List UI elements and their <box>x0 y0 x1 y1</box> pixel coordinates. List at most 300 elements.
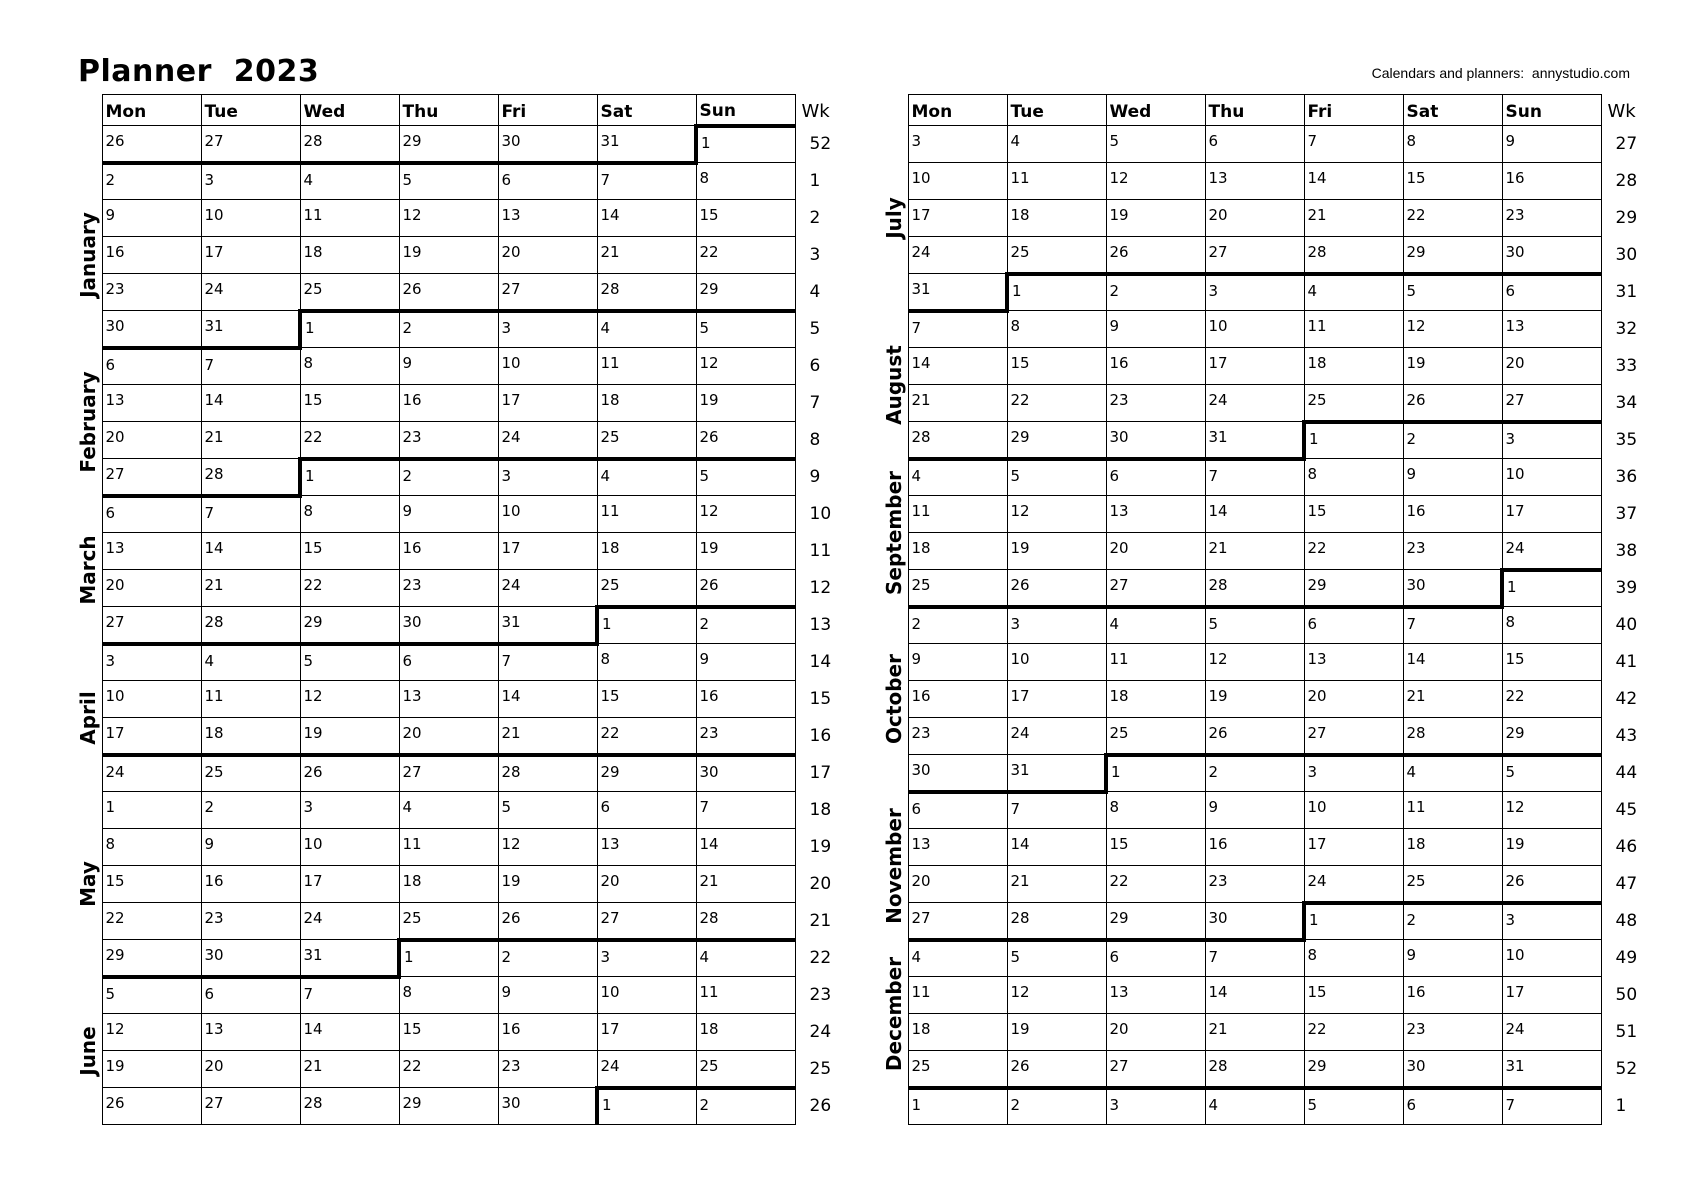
day-cell[interactable]: 13 <box>1304 644 1403 681</box>
day-cell[interactable]: 28 <box>1403 718 1502 755</box>
day-cell[interactable]: 21 <box>597 237 696 274</box>
day-cell[interactable]: 7 <box>1403 607 1502 644</box>
day-cell[interactable]: 21 <box>1304 200 1403 237</box>
day-cell[interactable]: 21 <box>1205 533 1304 570</box>
day-cell[interactable]: 25 <box>908 1051 1007 1088</box>
day-cell[interactable]: 12 <box>102 1014 201 1051</box>
day-cell[interactable]: 7 <box>1304 126 1403 163</box>
day-cell[interactable]: 20 <box>102 570 201 607</box>
day-cell[interactable]: 22 <box>597 718 696 755</box>
day-cell[interactable]: 15 <box>102 866 201 903</box>
day-cell[interactable]: 13 <box>1205 163 1304 200</box>
day-cell[interactable]: 16 <box>102 237 201 274</box>
day-cell[interactable]: 3 <box>1304 755 1403 792</box>
day-cell[interactable]: 17 <box>908 200 1007 237</box>
day-cell[interactable]: 2 <box>1403 422 1502 459</box>
day-cell[interactable]: 14 <box>201 533 300 570</box>
day-cell[interactable]: 2 <box>696 1088 795 1125</box>
day-cell[interactable]: 25 <box>597 422 696 459</box>
day-cell[interactable]: 17 <box>1502 496 1601 533</box>
day-cell[interactable]: 6 <box>597 792 696 829</box>
day-cell[interactable]: 7 <box>696 792 795 829</box>
day-cell[interactable]: 15 <box>1304 496 1403 533</box>
day-cell[interactable]: 15 <box>696 200 795 237</box>
day-cell[interactable]: 28 <box>300 1088 399 1125</box>
day-cell[interactable]: 15 <box>597 681 696 718</box>
day-cell[interactable]: 7 <box>300 977 399 1014</box>
day-cell[interactable]: 19 <box>498 866 597 903</box>
day-cell[interactable]: 26 <box>696 422 795 459</box>
day-cell[interactable]: 27 <box>1502 385 1601 422</box>
day-cell[interactable]: 15 <box>300 385 399 422</box>
day-cell[interactable]: 9 <box>1205 792 1304 829</box>
day-cell[interactable]: 16 <box>1106 348 1205 385</box>
day-cell[interactable]: 27 <box>908 903 1007 940</box>
day-cell[interactable]: 12 <box>1007 496 1106 533</box>
day-cell[interactable]: 17 <box>498 533 597 570</box>
day-cell[interactable]: 25 <box>399 903 498 940</box>
day-cell[interactable]: 2 <box>1106 274 1205 311</box>
day-cell[interactable]: 1 <box>399 940 498 977</box>
day-cell[interactable]: 5 <box>399 163 498 200</box>
day-cell[interactable]: 26 <box>696 570 795 607</box>
day-cell[interactable]: 21 <box>1007 866 1106 903</box>
day-cell[interactable]: 9 <box>1403 459 1502 496</box>
day-cell[interactable]: 24 <box>1502 533 1601 570</box>
day-cell[interactable]: 22 <box>1106 866 1205 903</box>
day-cell[interactable]: 14 <box>1205 977 1304 1014</box>
day-cell[interactable]: 16 <box>908 681 1007 718</box>
day-cell[interactable]: 6 <box>201 977 300 1014</box>
day-cell[interactable]: 27 <box>1106 570 1205 607</box>
day-cell[interactable]: 20 <box>102 422 201 459</box>
day-cell[interactable]: 2 <box>1403 903 1502 940</box>
day-cell[interactable]: 8 <box>102 829 201 866</box>
day-cell[interactable]: 18 <box>201 718 300 755</box>
day-cell[interactable]: 11 <box>908 977 1007 1014</box>
day-cell[interactable]: 3 <box>102 644 201 681</box>
day-cell[interactable]: 15 <box>300 533 399 570</box>
day-cell[interactable]: 14 <box>696 829 795 866</box>
day-cell[interactable]: 6 <box>102 496 201 533</box>
day-cell[interactable]: 1 <box>597 607 696 644</box>
day-cell[interactable]: 12 <box>1007 977 1106 1014</box>
day-cell[interactable]: 22 <box>1403 200 1502 237</box>
day-cell[interactable]: 14 <box>1304 163 1403 200</box>
day-cell[interactable]: 31 <box>1502 1051 1601 1088</box>
day-cell[interactable]: 5 <box>696 311 795 348</box>
day-cell[interactable]: 18 <box>908 1014 1007 1051</box>
day-cell[interactable]: 14 <box>201 385 300 422</box>
day-cell[interactable]: 18 <box>908 533 1007 570</box>
day-cell[interactable]: 1 <box>908 1088 1007 1125</box>
day-cell[interactable]: 15 <box>1502 644 1601 681</box>
day-cell[interactable]: 13 <box>597 829 696 866</box>
day-cell[interactable]: 24 <box>597 1051 696 1088</box>
day-cell[interactable]: 11 <box>399 829 498 866</box>
day-cell[interactable]: 18 <box>696 1014 795 1051</box>
day-cell[interactable]: 13 <box>1502 311 1601 348</box>
credit-link[interactable]: Calendars and planners: annystudio.com <box>1371 65 1630 81</box>
day-cell[interactable]: 26 <box>102 126 201 163</box>
day-cell[interactable]: 5 <box>1304 1088 1403 1125</box>
day-cell[interactable]: 26 <box>498 903 597 940</box>
day-cell[interactable]: 22 <box>300 570 399 607</box>
day-cell[interactable]: 3 <box>1502 903 1601 940</box>
day-cell[interactable]: 24 <box>1205 385 1304 422</box>
day-cell[interactable]: 26 <box>1106 237 1205 274</box>
day-cell[interactable]: 26 <box>1007 570 1106 607</box>
day-cell[interactable]: 13 <box>102 533 201 570</box>
day-cell[interactable]: 6 <box>102 348 201 385</box>
day-cell[interactable]: 11 <box>597 348 696 385</box>
day-cell[interactable]: 2 <box>908 607 1007 644</box>
day-cell[interactable]: 17 <box>1304 829 1403 866</box>
day-cell[interactable]: 6 <box>908 792 1007 829</box>
day-cell[interactable]: 26 <box>1502 866 1601 903</box>
day-cell[interactable]: 26 <box>1205 718 1304 755</box>
day-cell[interactable]: 19 <box>1007 1014 1106 1051</box>
day-cell[interactable]: 16 <box>1502 163 1601 200</box>
day-cell[interactable]: 27 <box>102 459 201 496</box>
day-cell[interactable]: 10 <box>1205 311 1304 348</box>
day-cell[interactable]: 25 <box>201 755 300 792</box>
day-cell[interactable]: 22 <box>102 903 201 940</box>
day-cell[interactable]: 4 <box>1403 755 1502 792</box>
day-cell[interactable]: 30 <box>498 126 597 163</box>
day-cell[interactable]: 21 <box>1205 1014 1304 1051</box>
day-cell[interactable]: 6 <box>1403 1088 1502 1125</box>
day-cell[interactable]: 7 <box>597 163 696 200</box>
day-cell[interactable]: 26 <box>1403 385 1502 422</box>
day-cell[interactable]: 27 <box>498 274 597 311</box>
day-cell[interactable]: 5 <box>1007 940 1106 977</box>
day-cell[interactable]: 16 <box>498 1014 597 1051</box>
day-cell[interactable]: 3 <box>597 940 696 977</box>
day-cell[interactable]: 10 <box>597 977 696 1014</box>
day-cell[interactable]: 14 <box>498 681 597 718</box>
day-cell[interactable]: 22 <box>1304 533 1403 570</box>
day-cell[interactable]: 14 <box>1205 496 1304 533</box>
day-cell[interactable]: 28 <box>300 126 399 163</box>
day-cell[interactable]: 19 <box>1403 348 1502 385</box>
day-cell[interactable]: 12 <box>696 348 795 385</box>
day-cell[interactable]: 27 <box>102 607 201 644</box>
day-cell[interactable]: 4 <box>908 940 1007 977</box>
day-cell[interactable]: 1 <box>1304 422 1403 459</box>
day-cell[interactable]: 8 <box>300 496 399 533</box>
day-cell[interactable]: 16 <box>1403 977 1502 1014</box>
day-cell[interactable]: 22 <box>399 1051 498 1088</box>
day-cell[interactable]: 23 <box>399 570 498 607</box>
day-cell[interactable]: 7 <box>1205 940 1304 977</box>
day-cell[interactable]: 6 <box>1106 459 1205 496</box>
day-cell[interactable]: 3 <box>1205 274 1304 311</box>
day-cell[interactable]: 25 <box>908 570 1007 607</box>
day-cell[interactable]: 5 <box>696 459 795 496</box>
day-cell[interactable]: 27 <box>201 1088 300 1125</box>
day-cell[interactable]: 20 <box>1502 348 1601 385</box>
day-cell[interactable]: 11 <box>597 496 696 533</box>
day-cell[interactable]: 4 <box>399 792 498 829</box>
day-cell[interactable]: 20 <box>399 718 498 755</box>
day-cell[interactable]: 12 <box>300 681 399 718</box>
day-cell[interactable]: 28 <box>201 607 300 644</box>
day-cell[interactable]: 13 <box>908 829 1007 866</box>
day-cell[interactable]: 18 <box>300 237 399 274</box>
day-cell[interactable]: 2 <box>696 607 795 644</box>
day-cell[interactable]: 18 <box>399 866 498 903</box>
day-cell[interactable]: 7 <box>201 496 300 533</box>
day-cell[interactable]: 13 <box>102 385 201 422</box>
day-cell[interactable]: 13 <box>201 1014 300 1051</box>
day-cell[interactable]: 16 <box>201 866 300 903</box>
day-cell[interactable]: 24 <box>1502 1014 1601 1051</box>
day-cell[interactable]: 8 <box>300 348 399 385</box>
day-cell[interactable]: 24 <box>1007 718 1106 755</box>
day-cell[interactable]: 23 <box>201 903 300 940</box>
day-cell[interactable]: 28 <box>201 459 300 496</box>
day-cell[interactable]: 18 <box>1106 681 1205 718</box>
day-cell[interactable]: 3 <box>1502 422 1601 459</box>
day-cell[interactable]: 17 <box>498 385 597 422</box>
day-cell[interactable]: 9 <box>1502 126 1601 163</box>
day-cell[interactable]: 12 <box>1205 644 1304 681</box>
day-cell[interactable]: 22 <box>696 237 795 274</box>
day-cell[interactable]: 7 <box>201 348 300 385</box>
day-cell[interactable]: 5 <box>1205 607 1304 644</box>
day-cell[interactable]: 6 <box>498 163 597 200</box>
day-cell[interactable]: 27 <box>399 755 498 792</box>
day-cell[interactable]: 14 <box>300 1014 399 1051</box>
day-cell[interactable]: 29 <box>1502 718 1601 755</box>
day-cell[interactable]: 1 <box>300 311 399 348</box>
day-cell[interactable]: 2 <box>201 792 300 829</box>
day-cell[interactable]: 2 <box>1007 1088 1106 1125</box>
day-cell[interactable]: 1 <box>300 459 399 496</box>
day-cell[interactable]: 19 <box>1007 533 1106 570</box>
day-cell[interactable]: 4 <box>597 311 696 348</box>
day-cell[interactable]: 24 <box>201 274 300 311</box>
day-cell[interactable]: 29 <box>696 274 795 311</box>
day-cell[interactable]: 27 <box>1304 718 1403 755</box>
day-cell[interactable]: 10 <box>201 200 300 237</box>
day-cell[interactable]: 22 <box>1007 385 1106 422</box>
day-cell[interactable]: 30 <box>102 311 201 348</box>
day-cell[interactable]: 11 <box>696 977 795 1014</box>
day-cell[interactable]: 30 <box>1205 903 1304 940</box>
day-cell[interactable]: 29 <box>300 607 399 644</box>
day-cell[interactable]: 10 <box>498 496 597 533</box>
day-cell[interactable]: 30 <box>1403 1051 1502 1088</box>
day-cell[interactable]: 13 <box>1106 496 1205 533</box>
day-cell[interactable]: 17 <box>1205 348 1304 385</box>
day-cell[interactable]: 29 <box>399 1088 498 1125</box>
day-cell[interactable]: 6 <box>1106 940 1205 977</box>
day-cell[interactable]: 20 <box>908 866 1007 903</box>
day-cell[interactable]: 29 <box>1007 422 1106 459</box>
day-cell[interactable]: 21 <box>696 866 795 903</box>
day-cell[interactable]: 27 <box>1205 237 1304 274</box>
day-cell[interactable]: 9 <box>399 496 498 533</box>
day-cell[interactable]: 1 <box>1106 755 1205 792</box>
day-cell[interactable]: 23 <box>1403 533 1502 570</box>
day-cell[interactable]: 9 <box>1106 311 1205 348</box>
day-cell[interactable]: 19 <box>1106 200 1205 237</box>
day-cell[interactable]: 8 <box>1106 792 1205 829</box>
day-cell[interactable]: 10 <box>1304 792 1403 829</box>
day-cell[interactable]: 18 <box>597 533 696 570</box>
day-cell[interactable]: 10 <box>908 163 1007 200</box>
day-cell[interactable]: 9 <box>1403 940 1502 977</box>
day-cell[interactable]: 12 <box>696 496 795 533</box>
day-cell[interactable]: 5 <box>1403 274 1502 311</box>
day-cell[interactable]: 7 <box>908 311 1007 348</box>
day-cell[interactable]: 14 <box>597 200 696 237</box>
day-cell[interactable]: 25 <box>300 274 399 311</box>
day-cell[interactable]: 17 <box>1007 681 1106 718</box>
day-cell[interactable]: 1 <box>1304 903 1403 940</box>
day-cell[interactable]: 23 <box>1502 200 1601 237</box>
day-cell[interactable]: 8 <box>1304 940 1403 977</box>
day-cell[interactable]: 4 <box>597 459 696 496</box>
day-cell[interactable]: 29 <box>1403 237 1502 274</box>
day-cell[interactable]: 27 <box>201 126 300 163</box>
day-cell[interactable]: 4 <box>1007 126 1106 163</box>
day-cell[interactable]: 13 <box>399 681 498 718</box>
day-cell[interactable]: 24 <box>498 570 597 607</box>
day-cell[interactable]: 26 <box>399 274 498 311</box>
day-cell[interactable]: 3 <box>300 792 399 829</box>
day-cell[interactable]: 3 <box>908 126 1007 163</box>
day-cell[interactable]: 25 <box>1007 237 1106 274</box>
day-cell[interactable]: 17 <box>102 718 201 755</box>
day-cell[interactable]: 11 <box>1106 644 1205 681</box>
day-cell[interactable]: 20 <box>1106 1014 1205 1051</box>
day-cell[interactable]: 4 <box>696 940 795 977</box>
day-cell[interactable]: 25 <box>1403 866 1502 903</box>
day-cell[interactable]: 28 <box>696 903 795 940</box>
day-cell[interactable]: 24 <box>498 422 597 459</box>
day-cell[interactable]: 17 <box>300 866 399 903</box>
day-cell[interactable]: 27 <box>597 903 696 940</box>
day-cell[interactable]: 1 <box>1007 274 1106 311</box>
day-cell[interactable]: 8 <box>1403 126 1502 163</box>
day-cell[interactable]: 11 <box>1007 163 1106 200</box>
day-cell[interactable]: 11 <box>300 200 399 237</box>
day-cell[interactable]: 6 <box>1502 274 1601 311</box>
day-cell[interactable]: 19 <box>102 1051 201 1088</box>
day-cell[interactable]: 8 <box>399 977 498 1014</box>
day-cell[interactable]: 11 <box>1304 311 1403 348</box>
day-cell[interactable]: 9 <box>696 644 795 681</box>
day-cell[interactable]: 12 <box>498 829 597 866</box>
day-cell[interactable]: 4 <box>201 644 300 681</box>
day-cell[interactable]: 8 <box>1304 459 1403 496</box>
day-cell[interactable]: 29 <box>399 126 498 163</box>
day-cell[interactable]: 16 <box>399 533 498 570</box>
day-cell[interactable]: 7 <box>498 644 597 681</box>
day-cell[interactable]: 16 <box>399 385 498 422</box>
day-cell[interactable]: 17 <box>201 237 300 274</box>
day-cell[interactable]: 16 <box>1403 496 1502 533</box>
day-cell[interactable]: 9 <box>399 348 498 385</box>
day-cell[interactable]: 26 <box>102 1088 201 1125</box>
day-cell[interactable]: 3 <box>201 163 300 200</box>
day-cell[interactable]: 4 <box>908 459 1007 496</box>
day-cell[interactable]: 5 <box>1007 459 1106 496</box>
day-cell[interactable]: 1 <box>696 126 795 163</box>
day-cell[interactable]: 28 <box>1304 237 1403 274</box>
day-cell[interactable]: 14 <box>1007 829 1106 866</box>
day-cell[interactable]: 15 <box>1403 163 1502 200</box>
day-cell[interactable]: 30 <box>908 755 1007 792</box>
day-cell[interactable]: 4 <box>1106 607 1205 644</box>
day-cell[interactable]: 31 <box>1205 422 1304 459</box>
day-cell[interactable]: 18 <box>1403 829 1502 866</box>
day-cell[interactable]: 10 <box>300 829 399 866</box>
day-cell[interactable]: 21 <box>300 1051 399 1088</box>
day-cell[interactable]: 31 <box>300 940 399 977</box>
day-cell[interactable]: 14 <box>1403 644 1502 681</box>
day-cell[interactable]: 19 <box>300 718 399 755</box>
day-cell[interactable]: 9 <box>102 200 201 237</box>
day-cell[interactable]: 21 <box>1403 681 1502 718</box>
day-cell[interactable]: 17 <box>597 1014 696 1051</box>
day-cell[interactable]: 23 <box>1205 866 1304 903</box>
day-cell[interactable]: 29 <box>1304 570 1403 607</box>
day-cell[interactable]: 13 <box>1106 977 1205 1014</box>
day-cell[interactable]: 22 <box>1502 681 1601 718</box>
day-cell[interactable]: 20 <box>498 237 597 274</box>
day-cell[interactable]: 4 <box>300 163 399 200</box>
day-cell[interactable]: 31 <box>597 126 696 163</box>
day-cell[interactable]: 18 <box>597 385 696 422</box>
day-cell[interactable]: 2 <box>102 163 201 200</box>
day-cell[interactable]: 3 <box>1106 1088 1205 1125</box>
day-cell[interactable]: 30 <box>498 1088 597 1125</box>
day-cell[interactable]: 10 <box>1007 644 1106 681</box>
day-cell[interactable]: 23 <box>1403 1014 1502 1051</box>
day-cell[interactable]: 24 <box>1304 866 1403 903</box>
day-cell[interactable]: 29 <box>597 755 696 792</box>
day-cell[interactable]: 16 <box>1205 829 1304 866</box>
day-cell[interactable]: 22 <box>1304 1014 1403 1051</box>
day-cell[interactable]: 25 <box>1106 718 1205 755</box>
day-cell[interactable]: 23 <box>1106 385 1205 422</box>
day-cell[interactable]: 10 <box>1502 940 1601 977</box>
day-cell[interactable]: 29 <box>1304 1051 1403 1088</box>
day-cell[interactable]: 19 <box>1205 681 1304 718</box>
day-cell[interactable]: 20 <box>1205 200 1304 237</box>
day-cell[interactable]: 23 <box>908 718 1007 755</box>
day-cell[interactable]: 25 <box>696 1051 795 1088</box>
day-cell[interactable]: 2 <box>399 459 498 496</box>
day-cell[interactable]: 12 <box>1502 792 1601 829</box>
day-cell[interactable]: 2 <box>1205 755 1304 792</box>
day-cell[interactable]: 19 <box>696 385 795 422</box>
day-cell[interactable]: 28 <box>498 755 597 792</box>
day-cell[interactable]: 31 <box>201 311 300 348</box>
day-cell[interactable]: 16 <box>696 681 795 718</box>
day-cell[interactable]: 18 <box>1007 200 1106 237</box>
day-cell[interactable]: 12 <box>1106 163 1205 200</box>
day-cell[interactable]: 21 <box>498 718 597 755</box>
day-cell[interactable]: 19 <box>1502 829 1601 866</box>
day-cell[interactable]: 3 <box>498 459 597 496</box>
day-cell[interactable]: 29 <box>102 940 201 977</box>
day-cell[interactable]: 26 <box>300 755 399 792</box>
